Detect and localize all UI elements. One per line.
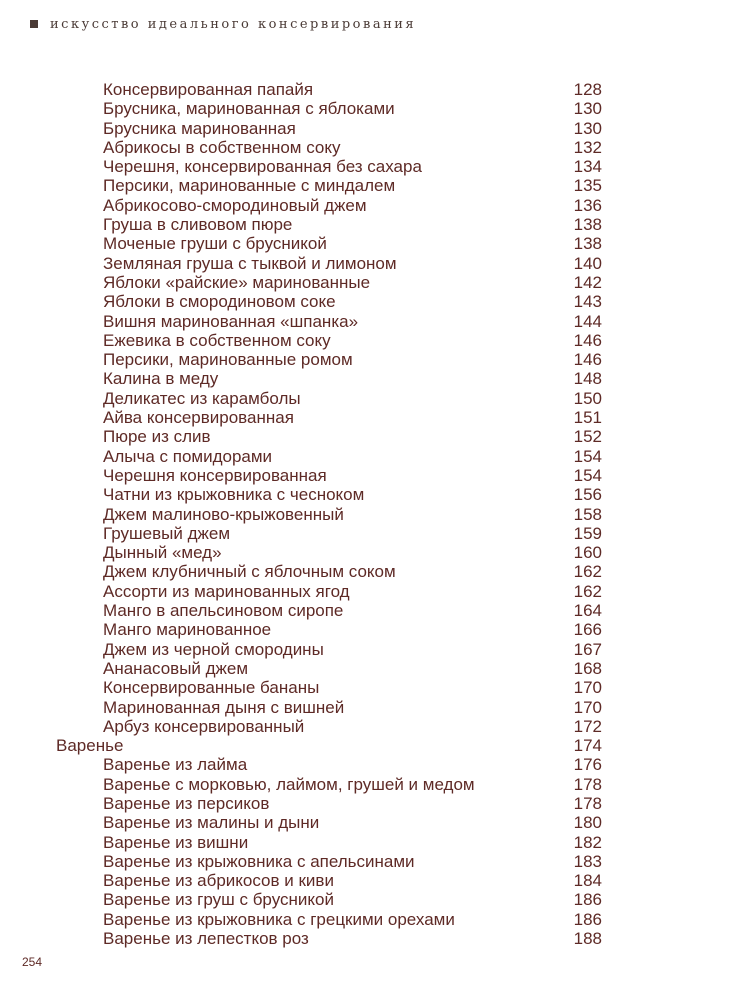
- toc-entry: [0, 678, 739, 697]
- toc-entry-page: 168: [573, 658, 602, 678]
- toc-entry-page: 162: [573, 581, 602, 601]
- toc-entry: [0, 138, 739, 157]
- toc-entry: [0, 755, 739, 774]
- toc-entry: [0, 562, 739, 581]
- toc-entry-page: 180: [573, 813, 602, 833]
- toc-entry-title: Алыча с помидорами: [103, 446, 273, 466]
- toc-entry-page: 146: [573, 350, 602, 370]
- toc-entry-page: 186: [573, 909, 602, 929]
- toc-entry-page: 166: [573, 620, 602, 640]
- toc-entry-title: Маринованная дыня с вишней: [103, 697, 345, 717]
- toc-entry-title: Консервированные бананы: [103, 678, 320, 698]
- toc-entry: [0, 80, 739, 99]
- toc-entry-page: 170: [573, 697, 602, 717]
- toc-entry: [0, 427, 739, 446]
- toc-entry-page: 154: [573, 446, 602, 466]
- toc-entry: [0, 408, 739, 427]
- toc-entry-title: Яблоки в смородиновом соке: [103, 292, 336, 312]
- toc-entry-title: Варенье из крыжовника с апельсинами: [103, 851, 415, 871]
- toc-entry-title: Черешня консервированная: [103, 465, 327, 485]
- toc-entry: [0, 524, 739, 543]
- toc-entry: [0, 813, 739, 832]
- toc-entry: [0, 833, 739, 852]
- toc-entry-title: Брусника маринованная: [103, 118, 296, 138]
- toc-entry-title: Варенье: [56, 736, 124, 756]
- toc-entry-title: Абрикосово-смородиновый джем: [103, 195, 367, 215]
- toc-entry-page: 184: [573, 871, 602, 891]
- toc-entry: [0, 369, 739, 388]
- toc-entry-page: 178: [573, 774, 602, 794]
- toc-entry-title: Брусника, маринованная с яблоками: [103, 99, 395, 119]
- running-header: [30, 14, 416, 34]
- toc-entry: [0, 196, 739, 215]
- toc-entry: [0, 659, 739, 678]
- toc-entry-page: 151: [573, 408, 602, 428]
- page-number: 254: [22, 955, 43, 969]
- toc-entry-title: Варенье из персиков: [103, 793, 270, 813]
- toc-entry-page: 134: [573, 157, 602, 177]
- toc-entry-title: Варенье с морковью, лаймом, грушей и медом: [103, 774, 475, 794]
- toc-entry-page: 154: [573, 465, 602, 485]
- toc-entry-page: 156: [573, 485, 602, 505]
- toc-entry: [0, 234, 739, 253]
- toc-entry: [0, 794, 739, 813]
- toc-entry-title: Черешня, консервированная без сахара: [103, 157, 422, 177]
- toc-entry: [0, 350, 739, 369]
- toc-entry-title: Варенье из груш с брусникой: [103, 890, 334, 910]
- toc-entry-page: 152: [573, 427, 602, 447]
- toc-entry: [0, 466, 739, 485]
- toc-entry-page: 136: [573, 195, 602, 215]
- toc-entry-title: Земляная груша с тыквой и лимоном: [103, 253, 397, 273]
- toc-entry-page: 186: [573, 890, 602, 910]
- toc-entry: [0, 215, 739, 234]
- toc-entry: [0, 254, 739, 273]
- toc-entry: [0, 775, 739, 794]
- header-title: искусство идеального консервирования: [50, 16, 417, 32]
- toc-entry-title: Варенье из вишни: [103, 832, 249, 852]
- toc-entry-page: 182: [573, 832, 602, 852]
- toc-entry-title: Варенье из малины и дыни: [103, 813, 320, 833]
- toc-entry: [0, 447, 739, 466]
- toc-entry-page: 138: [573, 234, 602, 254]
- toc-entry-page: 188: [573, 929, 602, 949]
- toc-entry-page: 174: [573, 736, 602, 756]
- toc-entry: [0, 929, 739, 948]
- toc-entry-title: Абрикосы в собственном соку: [103, 137, 341, 157]
- toc-entry-title: Варенье из крыжовника с грецкими орехами: [103, 909, 455, 929]
- toc-entry-title: Консервированная папайя: [103, 80, 314, 99]
- toc-entry-page: 159: [573, 523, 602, 543]
- toc-entry: [0, 852, 739, 871]
- toc-entry: [0, 176, 739, 195]
- toc-entry-title: Ассорти из маринованных ягод: [103, 581, 350, 601]
- toc-entry-title: Моченые груши с брусникой: [103, 234, 327, 254]
- toc-entry: [0, 157, 739, 176]
- toc-entry-page: 128: [573, 80, 602, 99]
- toc-entry-title: Яблоки «райские» маринованные: [103, 272, 371, 292]
- toc-entry-page: 132: [573, 137, 602, 157]
- toc-entry-title: Джем клубничный с яблочным соком: [103, 562, 396, 582]
- toc-entry-page: 178: [573, 793, 602, 813]
- toc-entry-title: Ананасовый джем: [103, 658, 249, 678]
- toc-entry-page: 170: [573, 678, 602, 698]
- toc-entry-page: 140: [573, 253, 602, 273]
- toc-entry-title: Деликатес из карамболы: [103, 388, 301, 408]
- toc-entry: [0, 485, 739, 504]
- toc-section-entry: [0, 736, 739, 755]
- toc-entry-title: Персики, маринованные ромом: [103, 350, 353, 370]
- toc-entry: [0, 543, 739, 562]
- toc-entry-title: Пюре из слив: [103, 427, 211, 447]
- toc-entry: [0, 871, 739, 890]
- toc-entry: [0, 640, 739, 659]
- toc-entry-title: Ежевика в собственном соку: [103, 330, 331, 350]
- toc-entry-title: Вишня маринованная «шпанка»: [103, 311, 359, 331]
- toc-entry-title: Дынный «мед»: [103, 543, 222, 563]
- toc-entry-page: 148: [573, 369, 602, 389]
- toc-entry-page: 183: [573, 851, 602, 871]
- toc-entry-page: 150: [573, 388, 602, 408]
- toc-entry: [0, 99, 739, 118]
- toc-entry-title: Джем из черной смородины: [103, 639, 324, 659]
- toc-entry-page: 162: [573, 562, 602, 582]
- toc-entry-page: 138: [573, 215, 602, 235]
- toc-entry: [0, 292, 739, 311]
- toc-entry: [0, 582, 739, 601]
- toc-entry-title: Калина в меду: [103, 369, 219, 389]
- toc-entry: [0, 717, 739, 736]
- toc-entry: [0, 910, 739, 929]
- toc-entry-page: 135: [573, 176, 602, 196]
- toc-entry: [0, 698, 739, 717]
- toc-entry-page: 142: [573, 272, 602, 292]
- toc-entry-page: 176: [573, 755, 602, 775]
- toc-entry-page: 167: [573, 639, 602, 659]
- toc-entry-page: 130: [573, 99, 602, 119]
- toc-entry-title: Айва консервированная: [103, 408, 294, 428]
- toc-entry-page: 130: [573, 118, 602, 138]
- toc-entry-title: Манго маринованное: [103, 620, 272, 640]
- toc-entry-page: 146: [573, 330, 602, 350]
- toc-entry-title: Персики, маринованные с миндалем: [103, 176, 396, 196]
- toc-entry: [0, 505, 739, 524]
- toc-entry: [0, 389, 739, 408]
- toc-entry: [0, 273, 739, 292]
- toc-entry-title: Чатни из крыжовника с чесноком: [103, 485, 365, 505]
- toc-entry-page: 160: [573, 543, 602, 563]
- toc-entry-page: 172: [573, 716, 602, 736]
- toc-entry-title: Варенье из абрикосов и киви: [103, 871, 334, 891]
- toc-entry: [0, 620, 739, 639]
- toc-entry-page: 143: [573, 292, 602, 312]
- toc-entry: [0, 119, 739, 138]
- toc-entry-page: 144: [573, 311, 602, 331]
- toc-entry-title: Варенье из лайма: [103, 755, 248, 775]
- toc-entry-title: Манго в апельсиновом сиропе: [103, 601, 344, 621]
- toc-entry: [0, 312, 739, 331]
- toc-entry: [0, 601, 739, 620]
- toc-entry-title: Джем малиново-крыжовенный: [103, 504, 344, 524]
- toc-entry-title: Варенье из лепестков роз: [103, 929, 309, 949]
- toc-entry-title: Груша в сливовом пюре: [103, 215, 293, 235]
- toc-entry: [0, 331, 739, 350]
- header-square-icon: [30, 20, 38, 28]
- toc-entry: [0, 890, 739, 909]
- toc-entry-page: 164: [573, 601, 602, 621]
- toc-entry-title: Грушевый джем: [103, 523, 231, 543]
- toc-entry-page: 158: [573, 504, 602, 524]
- table-of-contents: [0, 80, 739, 948]
- toc-entry-title: Арбуз консервированный: [103, 716, 305, 736]
